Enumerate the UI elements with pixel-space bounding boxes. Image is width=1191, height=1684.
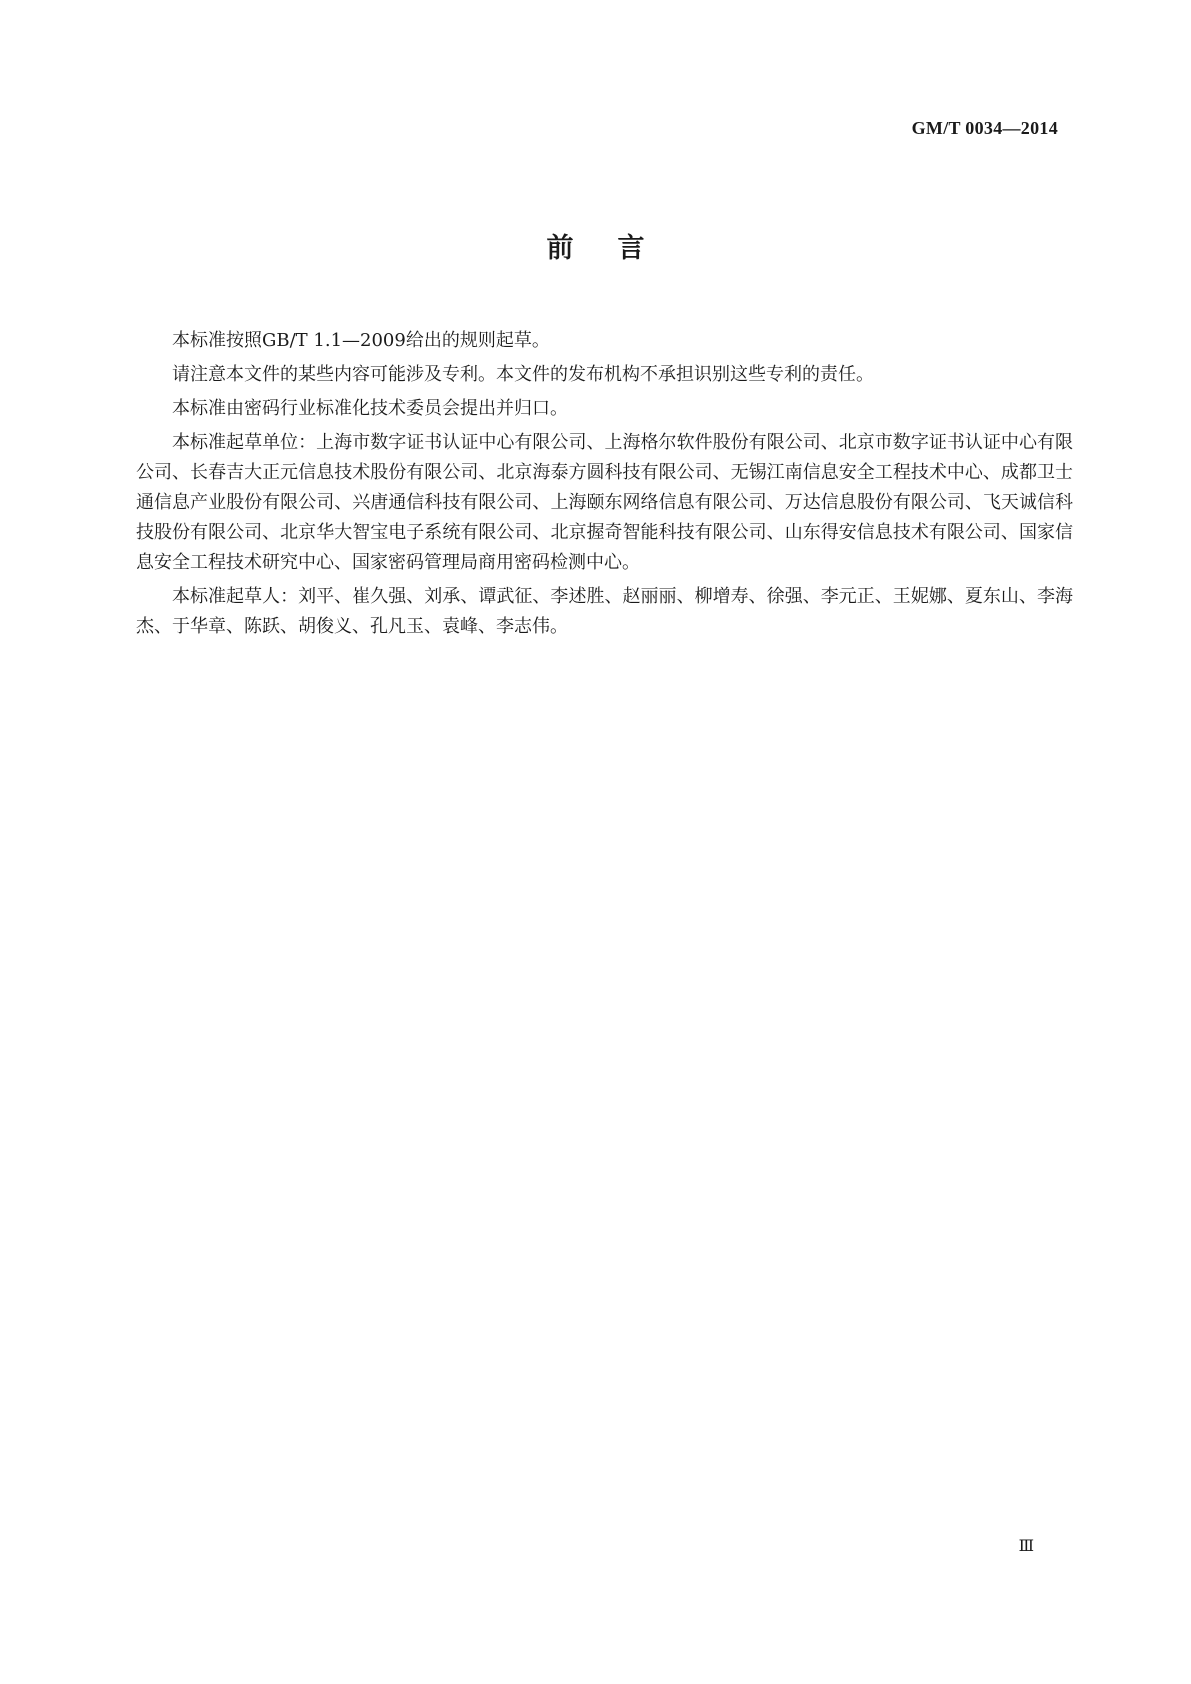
paragraph-drafting-units: 本标准起草单位：上海市数字证书认证中心有限公司、上海格尔软件股份有限公司、北京市数字证书认证中心有限公司、长春吉大正元信息技术股份有限公司、北京海泰方圆科技有限公司、无锡江南信息安全工程技术中心、成都卫士通信息产业股份有限公司、兴唐通信科技有限公司、上海颐东网络信息有限公司、万达信息股份有限公司、飞天诚信科技股份有限公司、北京华大智宝电子系统有限公司、北京握奇智能科技有限公司、山东得安信息技术有限公司、国家信息安全工程技术研究中心、国家密码管理局商用密码检测中心。 [136,432,1073,573]
paragraph-drafters: 本标准起草人：刘平、崔久强、刘承、谭武征、李述胜、赵丽丽、柳增寿、徐强、李元正、王妮娜、夏东山、李海杰、于华章、陈跃、胡俊义、孔凡玉、袁峰、李志伟。 [136,586,1073,637]
foreword-body [136,326,1073,646]
paragraph-proposer: 本标准由密码行业标准化技术委员会提出并归口。 [172,398,568,419]
page-number: Ⅲ [1018,1538,1034,1555]
paragraph-patent-notice: 请注意本文件的某些内容可能涉及专利。本文件的发布机构不承担识别这些专利的责任。 [172,364,874,385]
document-code: GM/T 0034—2014 [911,118,1058,138]
page-title: 前言 [546,233,689,264]
paragraph-drafting-rules: 本标准按照GB/T 1.1—2009给出的规则起草。 [172,330,550,351]
